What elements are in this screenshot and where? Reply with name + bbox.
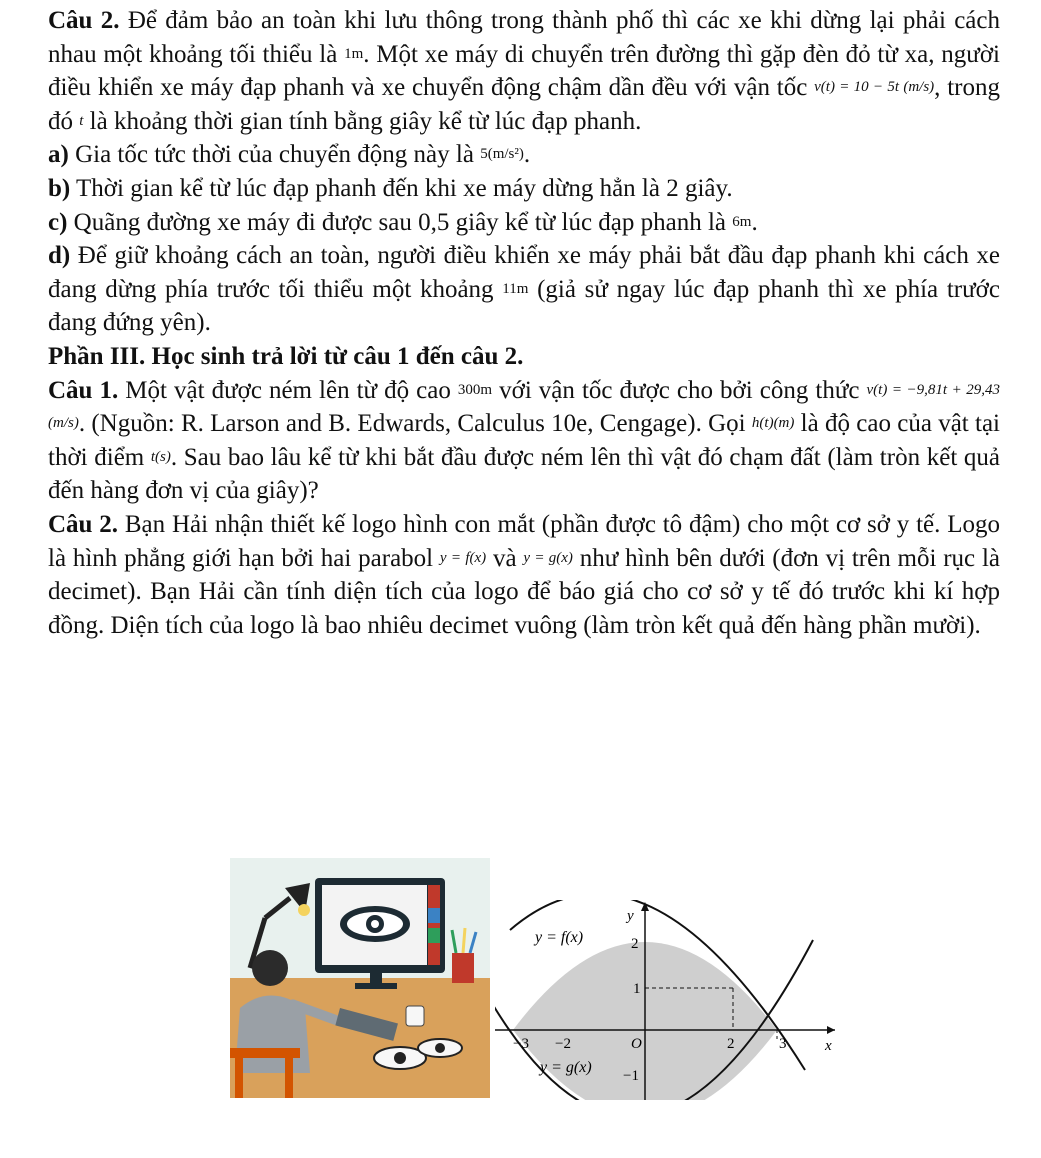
f-label: y = f(x): [535, 929, 584, 946]
y-axis-label: y: [627, 908, 634, 924]
q2-f-expression: y = f(x): [439, 549, 487, 566]
tick-origin: O: [631, 1036, 642, 1052]
statement-d-value: 11m: [502, 280, 529, 297]
q2-prev-paragraph: [48, 4, 1000, 138]
statement-a-label: a): [48, 141, 69, 169]
tick-x-3: 3: [779, 1036, 787, 1052]
q2-prev-text-2: . Một xe máy di chuyển trên đường thì gặp đèn đỏ từ xa, người điều khiển xe máy đạp phanh và xe chuyển động chậm dần đều với vận tốc: [48, 40, 1000, 102]
g-label: y = g(x): [540, 1059, 592, 1076]
q2-prev-text-3: , trong đó: [48, 74, 1000, 135]
q1-velocity-formula: v(t) = −9,81t + 29,43 (m/s): [48, 381, 1000, 432]
statement-d-text-2: (giả sử ngay lúc đạp phanh thì xe phía trước đang đứng yên).: [48, 275, 1000, 337]
coffee-mug-icon: [406, 1006, 424, 1026]
part3-heading-text: Phần III. Học sinh trả lời từ câu 1 đến câu 2.: [48, 342, 524, 370]
t-variable: t: [79, 112, 84, 129]
q2-label: Câu 2.: [48, 510, 119, 538]
q1-label: Câu 1.: [48, 376, 119, 404]
q1-paragraph: [48, 374, 1000, 508]
statement-a-end: .: [523, 141, 531, 169]
q2-and: và: [486, 544, 524, 572]
q1-text-4: là độ cao của vật tại thời điểm: [48, 410, 1000, 471]
statement-b: [48, 172, 1000, 206]
statement-a: [48, 138, 1000, 172]
parabola-graph: [495, 900, 840, 1100]
statement-c-end: .: [751, 208, 758, 236]
tick-y-2: 2: [631, 936, 639, 952]
statement-c-value: 6m: [732, 213, 752, 230]
designer-illustration: [230, 858, 490, 1098]
q2-text-2: như hình bên dưới (đơn vị trên mỗi rục là decimet). Bạn Hải cần tính diện tích của logo để báo giá cho cơ sở y tế đó trước khi kí hợp đồng. Diện tích của logo là bao nhiêu decimet vuông (làm tròn kết quả đến hàng phần mười).: [48, 544, 1000, 639]
q1-text-2: với vận tốc được cho bởi công thức: [492, 376, 867, 404]
q2-paragraph: [48, 508, 1000, 642]
tick-y-neg1: −1: [623, 1068, 639, 1084]
statement-d: [48, 239, 1000, 340]
statement-c-label: c): [48, 208, 68, 236]
q1-text-3: . (Nguồn: R. Larson and B. Edwards, Calculus 10e, Cengage). Gọi: [78, 410, 752, 438]
q1-height: 300m: [457, 381, 493, 398]
tick-x-neg3: −3: [513, 1036, 529, 1052]
q1-text-1: Một vật được ném lên từ độ cao: [118, 376, 458, 404]
q2-prev-text-1: Để đảm bảo an toàn khi lưu thông trong thành phố thì các xe khi dừng lại phải cách nhau một khoảng tối thiểu là: [48, 7, 1000, 68]
q1-t-variable: t(s): [150, 448, 171, 465]
statement-b-text: Thời gian kể từ lúc đạp phanh đến khi xe máy dừng hẳn là 2 giây.: [70, 174, 733, 202]
monitor-icon: [315, 878, 445, 989]
tick-x-neg2: −2: [555, 1036, 571, 1052]
q2-text-1: Bạn Hải nhận thiết kế logo hình con mắt (phần được tô đậm) cho một cơ sở y tế. Logo là hình phẳng giới hạn bởi hai parabol: [48, 510, 1000, 572]
q1-text-5: . Sau bao lâu kể từ khi bắt đầu được ném lên thì vật đó chạm đất (làm tròn kết quả đến hàng đơn vị của giây)?: [48, 443, 1000, 505]
velocity-formula: v(t) = 10 − 5t (m/s): [814, 79, 935, 96]
statement-b-label: b): [48, 174, 71, 202]
statement-c-text: Quãng đường xe máy đi được sau 0,5 giây kể từ lúc đạp phanh là: [67, 208, 733, 236]
q1-h-variable: h(t)(m): [751, 415, 795, 432]
tick-x-2: 2: [727, 1036, 735, 1052]
part3-heading: [48, 340, 1000, 374]
statement-d-label: d): [48, 242, 71, 270]
statement-a-text: Gia tốc tức thời của chuyển động này là: [68, 141, 481, 169]
x-axis-arrow-icon: [827, 1026, 835, 1034]
q2-prev-text-4: là khoảng thời gian tính bằng giây kể từ lúc đạp phanh.: [83, 107, 642, 135]
document-body: [48, 4, 1000, 642]
q2-prev-label: Câu 2.: [48, 7, 120, 34]
tick-y-1: 1: [633, 981, 641, 997]
min-gap-value: 1m: [344, 45, 364, 62]
statement-a-value: 5(m/s²): [480, 146, 524, 163]
statement-d-text-1: Để giữ khoảng cách an toàn, người điều khiển xe máy phải bắt đầu đạp phanh khi cách xe đang dừng phía trước tối thiểu một khoảng: [48, 242, 1000, 303]
x-axis-label: x: [825, 1038, 832, 1054]
q2-g-expression: y = g(x): [523, 549, 573, 566]
statement-c: [48, 206, 1000, 240]
